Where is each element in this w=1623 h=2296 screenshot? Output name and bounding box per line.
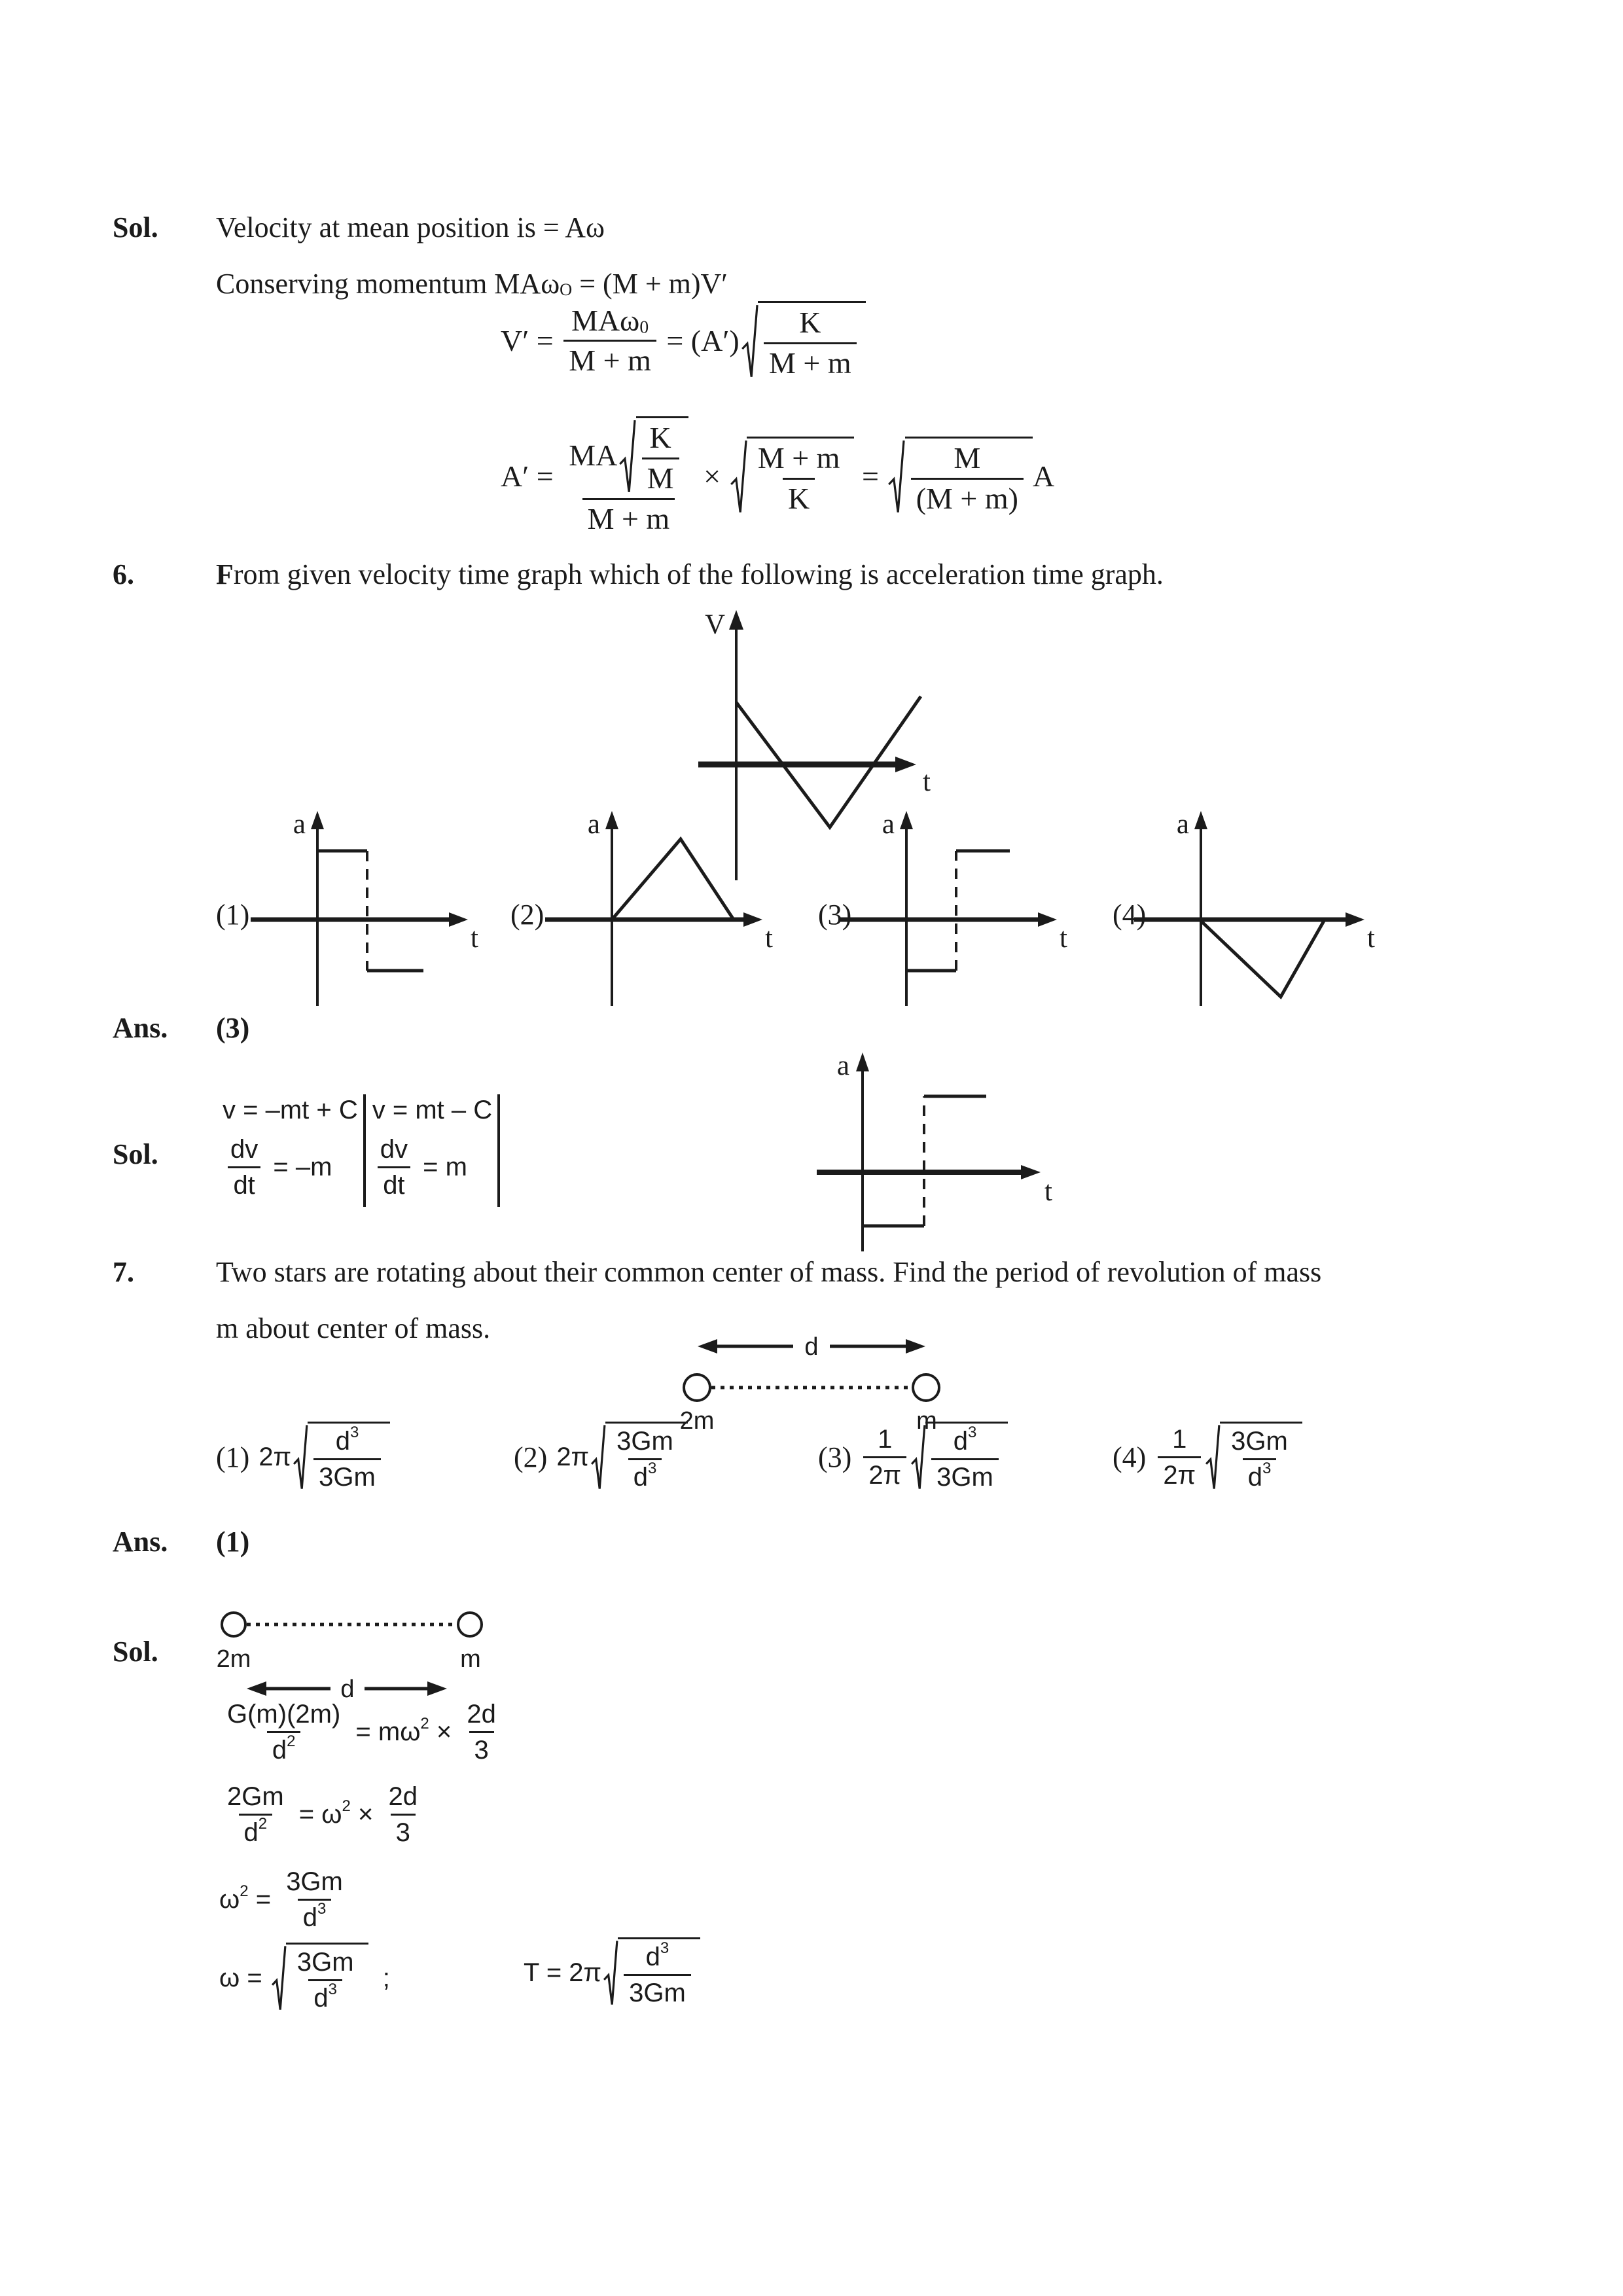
- t-axis-label: t: [1367, 923, 1375, 954]
- q7-sol-eq5: T = 2π d 3 3Gm: [524, 1937, 700, 2008]
- a-axis-arrow-icon: [900, 811, 913, 829]
- t-axis-arrow-icon: [743, 912, 762, 927]
- mass-2m-label: 2m: [216, 1645, 251, 1673]
- q7-option1: [216, 1422, 390, 1492]
- a-axis-arrow-icon: [605, 811, 618, 829]
- table-col-2: [366, 1094, 500, 1207]
- q7-sol-label: Sol.: [113, 1636, 158, 1668]
- a-axis-arrow-icon: [1194, 811, 1207, 829]
- q6-ans-label: Ans.: [113, 1012, 168, 1044]
- q7-option2: [514, 1422, 688, 1492]
- arrow-left-icon: [698, 1339, 717, 1354]
- q7-option3: [818, 1422, 1008, 1492]
- q7-option1-label: (1): [216, 1441, 250, 1473]
- star-m-icon: [913, 1374, 939, 1401]
- q6-number: 6.: [113, 558, 134, 590]
- mass-m-label: m: [460, 1645, 481, 1673]
- distance-label: d: [804, 1333, 819, 1361]
- star-m-icon: [458, 1613, 482, 1636]
- a-axis-label: a: [1176, 809, 1189, 840]
- q7-sol-eq3: ω 2 = 3Gm d 3: [219, 1867, 343, 1932]
- eq-dvdt-neg: $\frac{dv}{dt}$ = –m: [223, 1134, 332, 1200]
- sol5-line2: Conserving momentum MAω O = (M + m)V′: [216, 268, 728, 300]
- v-axis-arrow-icon: [729, 610, 743, 630]
- q7-sol-eq1: G(m)(2m) d 2 = mω 2 × $\frac{2d}{3}$: [227, 1700, 496, 1765]
- q7-two-stars-diagram: [668, 1319, 955, 1433]
- q7-option2-formula: 2π 3Gm d 3: [556, 1422, 688, 1492]
- t-axis-label: t: [1044, 1176, 1052, 1207]
- q7-option3-formula: $\frac{1}{2\pi}$ d 3 3Gm: [861, 1422, 1008, 1492]
- q7-ans-value: (1): [216, 1526, 250, 1558]
- q7-option4-formula: $\frac{1}{2\pi}$ 3Gm d 3: [1155, 1422, 1302, 1492]
- a-axis-label: a: [293, 809, 306, 840]
- q6-text: [216, 558, 1164, 591]
- q6-text-lead: F: [216, 558, 234, 590]
- eq-dvdt-pos: $\frac{dv}{dt}$ = m: [372, 1134, 467, 1200]
- q7-option1-formula: 2π d 3 3Gm: [259, 1422, 390, 1492]
- q6-sol-graph: [779, 1041, 1060, 1257]
- q7-option3-label: (3): [818, 1441, 852, 1473]
- q6-option2-label: (2): [510, 899, 544, 931]
- arrow-right-icon: [427, 1681, 447, 1696]
- star-2m-icon: [222, 1613, 245, 1636]
- q6-sol-label: Sol.: [113, 1138, 158, 1170]
- q7-text-line2: m about center of mass.: [216, 1312, 491, 1344]
- a-axis-label: a: [882, 809, 895, 840]
- q6-option3-graph: [834, 802, 1070, 1011]
- q7-ans-label: Ans.: [113, 1526, 168, 1558]
- q6-option2-graph: [540, 802, 776, 1011]
- q6-ans-value: (3): [216, 1012, 250, 1044]
- q7-sol-diagram: [206, 1605, 501, 1713]
- t-axis-arrow-icon: [449, 912, 468, 927]
- q6-option1-graph: [245, 802, 481, 1011]
- v-axis-label: V: [704, 609, 725, 640]
- q7-number: 7.: [113, 1256, 134, 1288]
- star-2m-icon: [684, 1374, 710, 1401]
- eq-v-pos: v = mt – C: [372, 1096, 493, 1124]
- q6-text-rest: rom given velocity time graph which of the following is acceleration time graph.: [233, 558, 1164, 590]
- t-axis-arrow-icon: [895, 757, 916, 772]
- distance-label: d: [340, 1676, 355, 1703]
- a-axis-label: a: [836, 1050, 849, 1081]
- q7-sol-eq4: ω = 3Gm d 3 ;: [219, 1943, 390, 2013]
- mass-2m-label: 2m: [679, 1407, 715, 1435]
- q6-option4-graph: [1129, 802, 1378, 1011]
- t-axis-label: t: [923, 766, 931, 797]
- q7-option4: [1113, 1422, 1302, 1492]
- q7-option4-label: (4): [1113, 1441, 1147, 1473]
- t-axis-label: t: [471, 923, 478, 954]
- a-axis-arrow-icon: [856, 1052, 869, 1071]
- arrow-left-icon: [247, 1681, 266, 1696]
- q6-option3-label: (3): [818, 899, 852, 931]
- t-axis-label: t: [1060, 923, 1067, 954]
- sol5-label: Sol.: [113, 211, 158, 243]
- a-axis-arrow-icon: [311, 811, 324, 829]
- mass-m-label: m: [916, 1407, 937, 1435]
- q7-text-line1: Two stars are rotating about their common center of mass. Find the period of revolution of mass: [216, 1256, 1322, 1288]
- q6-sol-equations-table: [223, 1094, 500, 1207]
- q7-option2-label: (2): [514, 1441, 548, 1473]
- q6-option4-label: (4): [1113, 899, 1147, 931]
- q7-sol-eq2: 2Gm d 2 = ω 2 × $\frac{2d}{3}$: [227, 1782, 418, 1847]
- table-col-1: [223, 1094, 366, 1207]
- arrow-right-icon: [906, 1339, 925, 1354]
- eq-v-neg: v = –mt + C: [223, 1096, 358, 1124]
- t-axis-arrow-icon: [1346, 912, 1364, 927]
- q6-option1-label: (1): [216, 899, 250, 931]
- t-axis-label: t: [765, 923, 773, 954]
- t-axis-arrow-icon: [1038, 912, 1057, 927]
- sol5-line1: Velocity at mean position is = Aω: [216, 211, 605, 243]
- formula-a-prime: A′ = MA $\frac{K}{M}$ M + m × $\frac{M + m}{K}$ = $\frac{M}{(M + m)}$ A: [501, 416, 1054, 537]
- formula-v-prime: V′ = MAω 0 M + m = (A′) $\frac{K}{M + m}$: [501, 301, 866, 381]
- t-axis-arrow-icon: [1021, 1165, 1041, 1179]
- a-axis-label: a: [587, 809, 600, 840]
